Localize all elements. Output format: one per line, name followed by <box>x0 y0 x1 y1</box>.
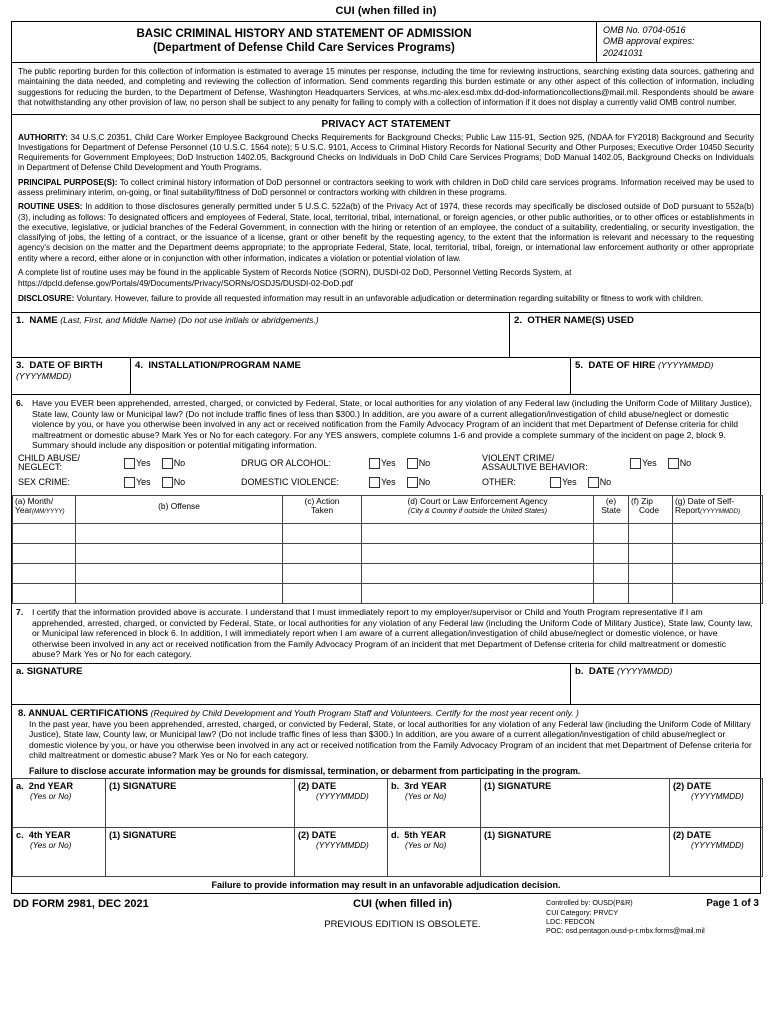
item-8-number: 8. <box>18 706 26 718</box>
item-6-question <box>12 395 760 453</box>
cui-banner-top: CUI (when filled in) <box>335 5 437 17</box>
privacy-principal-purpose <box>18 178 754 199</box>
omb-number: OMB No. 0704-0516 <box>603 25 686 35</box>
item-8-heading: ANNUAL CERTIFICATIONS <box>28 706 149 718</box>
field-3-label: DATE OF BIRTH <box>29 359 103 371</box>
privacy-principal-text: To collect criminal history information of DoD personnel or contractors seeking to work with children in DoD child care services programs. Information received may be used to assess preliminary interim, on-going, or final suitability/fitness of DoD personnel or contractors working with children in these programs. <box>18 177 754 197</box>
failure-notice-bar: Failure to provide information may result in an unfavorable adjudication decision. <box>211 880 561 891</box>
privacy-disclosure-text: Voluntary. However, failure to provide all requested information may result in an unfavorable adjudication or determination regarding suitability or fitness to work with children. <box>74 293 704 303</box>
label-violent-crime: VIOLENT CRIME/ ASSAULTIVE BEHAVIOR: <box>482 452 588 473</box>
item-7-certification <box>12 604 760 664</box>
col-header-action-taken: (c) Action Taken <box>283 495 362 523</box>
item-8-annual-certifications <box>12 705 760 779</box>
item-7-text: I certify that the information provided above is accurate. I understand that I must immediately report to my employer/supervisor or Child and Youth Program representative if I am apprehended, arrested, charged, or convicted by Federal, State, or local authorities for any violation of any Federal law (including the Uniform Code of Military Justice), State law, County law, or Municipal law referenced in block 6. In addition, I will immediately report when I am aware of a current allegation/investigation of child abuse/neglect or domestic violence, or have otherwise been involved in any act or received notification from the Family Advocacy Program of an incident that met Department of Defense criteria for child maltreatment or domestic abuse? Mark Yes or No for each category. <box>32 606 753 660</box>
paperwork-burden-statement: The public reporting burden for this collection of information is estimated to average 15 minutes per response, including the time for reviewing instructions, searching existing data sources, gathering and maintaining the data needed, and completing and reviewing the collection of information. Send comments regarding this burden estimate or any other aspect of this collection of information, including suggestions for reducing the burden, to the Department of Defense, Washington Headquarters Services, at whs.mc-alex.esd.mbx.dd-dod-informationcollections@mail.mil. Respondents should be aware that notwithstanding any other provision of law, no person shall be subject to any penalty for failing to comply with a collection of information if it does not display a currently valid OMB control number. <box>12 63 760 115</box>
page-number: Page 1 of 3 <box>706 898 759 910</box>
cell-state[interactable] <box>594 583 629 603</box>
checkbox-line-2 <box>12 473 760 492</box>
cell-offense[interactable] <box>76 543 283 563</box>
dob-installation-row <box>12 358 760 395</box>
item-6-text: Have you EVER been apprehended, arrested, charged, or convicted by Federal, State, or local authorities for any violation of any Federal law (including the Uniform Code of Military Justice), State law, County law or Municipal law? (Do not include traffic fines of less than $300.) In addition, are you aware of a current allegation/investigation of child abuse/neglect or domestic violence by you, or have you otherwise been involved in any act or received notification from the Family Advocacy Program of an incident that met Department of Defense criteria for child maltreatment or domestic abuse? Mark Yes or No for each category. For any YES answers, complete columns 1-6 and provide a complete summary of the incident on page 2, block 9. Summary should include any disposition or potential mitigating information. <box>32 397 752 451</box>
name-row <box>12 313 760 358</box>
item-8-heading-hint: (Required by Child Development and Youth Program Staff and Volunteers. Certify for the most year recent only. ) <box>150 707 579 718</box>
checkbox-drug-alcohol-yes[interactable] <box>369 458 380 469</box>
checkbox-drug-alcohol-no[interactable] <box>407 458 418 469</box>
title-row <box>12 22 760 63</box>
field-5-label: DATE OF HIRE <box>588 359 656 371</box>
item-8-warning: Failure to disclose accurate information may be grounds for dismissal, termination, or debarment from participating in the program. <box>29 765 581 776</box>
form-title <box>12 22 596 62</box>
form-identifier: DD FORM 2981, DEC 2021 <box>13 898 149 911</box>
field-2-label: OTHER NAME(S) USED <box>527 314 634 326</box>
cell-zip[interactable] <box>629 543 673 563</box>
field-date-of-hire[interactable] <box>570 358 760 394</box>
cert-row-year-2-3 <box>13 779 763 828</box>
privacy-disclosure-label: DISCLOSURE: <box>18 293 75 303</box>
checkbox-line-1 <box>12 454 760 473</box>
item-7b-label: DATE <box>588 665 615 677</box>
form-footer <box>11 894 761 935</box>
cui-banner-bottom: CUI (when filled in) <box>353 898 452 911</box>
checkbox-sex-crime-yes[interactable] <box>124 477 135 488</box>
cell-4th-year-date[interactable]: (2) DATE (YYYYMMDD) <box>295 828 388 877</box>
poc: POC: osd.pentagon.ousd-p-r.mbx.forms@mail.mil <box>546 926 705 936</box>
field-4-number: 4. <box>135 359 144 371</box>
offense-table <box>12 495 763 604</box>
privacy-authority-text: 34 U.S.C 20351, Child Care Worker Employee Background Checks Requirements for Background Checks; Public Law 115-91, Section 925, (NDAA for FY2018) Background and Security Investigations for Department of Defense Personnel (10 U.S.C. 1564 note); 5 U.S.C. 9101, Access to Criminal History Records for National Security and Other Purposes; Executive Order 10450 Security Requirements for Government Employees; DoD Instruction 1402.05, Background Checks on Individuals in DoD Child Care Services Programs; DoD Manual 1402.05, Background Checks on Individuals in Department of Defense Child Development and Youth Programs. <box>18 132 754 173</box>
table-row[interactable] <box>13 523 763 543</box>
cell-self-report-date[interactable] <box>673 563 763 583</box>
label-child-abuse-neglect: CHILD ABUSE/ NEGLECT: <box>18 452 81 473</box>
cell-4th-year[interactable]: c. 4th YEAR (Yes or No) <box>13 828 106 877</box>
col-header-date-self-report: (g) Date of Self- Report(YYYYMMDD) <box>673 495 763 523</box>
field-1-hint: (Last, First, and Middle Name) (Do not use initials or abridgements.) <box>60 314 319 325</box>
cell-5th-year-date[interactable]: (2) DATE (YYYYMMDD) <box>670 828 763 877</box>
cell-3rd-year[interactable]: b. 3rd YEAR (Yes or No) <box>388 779 481 828</box>
checkbox-child-abuse-yes[interactable] <box>124 458 135 469</box>
controlled-by: Controlled by: OUSD(P&R) <box>546 898 633 908</box>
field-1-label: NAME <box>29 314 58 326</box>
privacy-authority <box>18 133 754 174</box>
label-sex-crime: SEX CRIME: <box>18 477 71 488</box>
label-other: OTHER: <box>482 477 517 488</box>
cell-month-year[interactable] <box>13 543 76 563</box>
field-3-number: 3. <box>16 359 25 371</box>
checkbox-domestic-violence-no[interactable] <box>407 477 418 488</box>
cell-month-year[interactable] <box>13 583 76 603</box>
cert-row-year-4-5 <box>13 828 763 877</box>
checkbox-violent-crime-no[interactable] <box>668 458 679 469</box>
privacy-routine-uses <box>18 202 754 264</box>
cell-month-year[interactable] <box>13 563 76 583</box>
field-date-of-birth[interactable] <box>12 358 130 394</box>
field-4-label: INSTALLATION/PROGRAM NAME <box>148 359 301 371</box>
cell-month-year[interactable] <box>13 523 76 543</box>
cell-4th-year-signature[interactable]: (1) SIGNATURE <box>106 828 295 877</box>
privacy-sorn-text: A complete list of routine uses may be found in the applicable System of Records Notice (SORN), DUSDI-02 DoD, Personnel Vetting Records System, at <box>18 268 572 278</box>
field-installation-program-name[interactable] <box>130 358 570 394</box>
col-header-court-agency: (d) Court or Law Enforcement Agency (City & Country if outside the United States) <box>362 495 594 523</box>
item-6-number: 6. <box>16 397 24 408</box>
offense-table-header-row <box>13 495 763 523</box>
item-7a-letter: a. <box>16 665 25 677</box>
checkbox-other-yes[interactable] <box>550 477 561 488</box>
cell-zip[interactable] <box>629 523 673 543</box>
cell-action-taken[interactable] <box>283 523 362 543</box>
privacy-routine-label: ROUTINE USES: <box>18 202 83 212</box>
checkbox-group-other: Yes No <box>550 477 622 488</box>
annual-certification-table <box>12 778 763 877</box>
field-other-names[interactable] <box>509 313 760 357</box>
field-1-number: 1. <box>16 314 25 326</box>
privacy-act-heading: PRIVACY ACT STATEMENT <box>321 118 451 130</box>
cell-state[interactable] <box>594 563 629 583</box>
cell-self-report-date[interactable] <box>673 583 763 603</box>
field-signature-date[interactable] <box>570 664 760 704</box>
cell-3rd-year-date[interactable]: (2) DATE (YYYYMMDD) <box>670 779 763 828</box>
omb-expires-date: 20241031 <box>603 47 644 58</box>
checkbox-group-sex-crime: Yes No <box>124 477 241 488</box>
cell-offense[interactable] <box>76 583 283 603</box>
item-7-number: 7. <box>16 606 24 617</box>
cell-offense[interactable] <box>76 563 283 583</box>
privacy-authority-label: AUTHORITY: <box>18 132 68 142</box>
privacy-disclosure <box>18 294 754 304</box>
cell-2nd-year-date[interactable]: (2) DATE (YYYYMMDD) <box>295 779 388 828</box>
privacy-principal-label: PRINCIPAL PURPOSE(S): <box>18 177 118 187</box>
cell-action-taken[interactable] <box>283 543 362 563</box>
cell-zip[interactable] <box>629 583 673 603</box>
checkbox-group-domestic-violence: Yes No <box>369 477 482 488</box>
checkbox-sex-crime-no[interactable] <box>162 477 173 488</box>
cell-state[interactable] <box>594 523 629 543</box>
form-body <box>11 21 761 894</box>
item-7-signature-row <box>12 664 760 705</box>
cell-state[interactable] <box>594 543 629 563</box>
table-row[interactable] <box>13 563 763 583</box>
cell-court-agency[interactable] <box>362 523 594 543</box>
footer-center <box>263 898 542 935</box>
privacy-sorn-url: https://dpcld.defense.gov/Portals/49/Documents/Privacy/SORNs/OSDJS/DUSDI-02-DoD.pdf <box>18 279 353 289</box>
cell-5th-year-signature[interactable]: (1) SIGNATURE <box>481 828 670 877</box>
previous-edition-notice: PREVIOUS EDITION IS OBSOLETE. <box>324 918 481 930</box>
col-header-offense: (b) Offense <box>76 495 283 523</box>
item-7a-label: SIGNATURE <box>26 665 83 677</box>
field-signature[interactable] <box>12 664 570 704</box>
cell-court-agency[interactable] <box>362 543 594 563</box>
checkbox-group-drug-alcohol: Yes No <box>369 458 482 469</box>
cell-zip[interactable] <box>629 563 673 583</box>
checkbox-group-child-abuse: Yes No <box>124 458 241 469</box>
label-drug-or-alcohol: DRUG OR ALCOHOL: <box>241 458 332 469</box>
checkbox-domestic-violence-yes[interactable] <box>369 477 380 488</box>
col-header-month-year: (a) Month/ Year(MM/YYYY) <box>13 495 76 523</box>
field-2-number: 2. <box>514 314 523 326</box>
checkbox-group-violent-crime: Yes No <box>630 458 702 469</box>
privacy-act-statement <box>12 115 760 313</box>
item-8-heading-line <box>18 708 754 719</box>
field-5-number: 5. <box>575 359 584 371</box>
cell-action-taken[interactable] <box>283 563 362 583</box>
checkbox-violent-crime-yes[interactable] <box>630 458 641 469</box>
col-header-state: (e) State <box>594 495 629 523</box>
cell-2nd-year-signature[interactable]: (1) SIGNATURE <box>106 779 295 828</box>
checkbox-other-no[interactable] <box>588 477 599 488</box>
cui-category: CUI Category: PRVCY <box>546 907 619 917</box>
form-title-line1: BASIC CRIMINAL HISTORY AND STATEMENT OF ADMISSION <box>136 28 472 40</box>
item-7b-hint: (YYYYMMDD) <box>616 665 673 676</box>
omb-expires-label: OMB approval expires: <box>603 36 695 47</box>
cell-action-taken[interactable] <box>283 583 362 603</box>
cell-court-agency[interactable] <box>362 563 594 583</box>
col-header-zip-code: (f) Zip Code <box>629 495 673 523</box>
privacy-routine-text: In addition to those disclosures generally permitted under 5 U.S.C. 522a(b) of the Privacy Act of 1974, these records may specifically be disclosed outside of DoD pursuant to 552a(b)(3), including as follows: To designated officers and employees of Federal, State, local, territorial, tribal, international, or foreign agencies, or other public authorities, or to other offices or establishments in the executive, legislative, or judicial branches of the Federal Government, in connection with the hiring or retention of an employee, the conduct of a suitability, credentialing, or security investigation, the classifying of jobs, the letting of a contract, or the issuance of a license, grant or other benefit by the requesting agency, to the extent that the information is relevant and necessary to the requesting agency's decision on the matter and the Department deems appropriate; to the appropriate Federal, State, local, territorial, tribal, foreign, or international law enforcement authority or other appropriate entity where a record, either alone or in conjunction with other information, indicates a violation or potential violation of law. <box>18 202 754 263</box>
cell-3rd-year-signature[interactable]: (1) SIGNATURE <box>481 779 670 828</box>
ldc: LDC: FEDCON <box>546 916 595 926</box>
cell-5th-year[interactable]: d. 5th YEAR (Yes or No) <box>388 828 481 877</box>
checkbox-child-abuse-no[interactable] <box>162 458 173 469</box>
cell-offense[interactable] <box>76 523 283 543</box>
cell-2nd-year[interactable]: a. 2nd YEAR (Yes or No) <box>13 779 106 828</box>
field-name[interactable] <box>12 313 509 357</box>
label-domestic-violence: DOMESTIC VIOLENCE: <box>241 477 340 488</box>
item-6-checkbox-grid <box>12 453 760 495</box>
form-title-line2: (Department of Defense Child Care Services Programs) <box>153 42 455 54</box>
omb-box <box>596 22 760 62</box>
table-row[interactable] <box>13 543 763 563</box>
table-row[interactable] <box>13 583 763 603</box>
field-5-hint: (YYYYMMDD) <box>658 359 714 370</box>
cell-self-report-date[interactable] <box>673 523 763 543</box>
cell-self-report-date[interactable] <box>673 543 763 563</box>
field-3-hint: (YYYYMMDD) <box>16 370 72 381</box>
cell-court-agency[interactable] <box>362 583 594 603</box>
item-8-text: In the past year, have you been apprehended, arrested, charged, or convicted by Federal, State, or local authorities for any violation of any Federal law (including the Uniform Code of Military Justice), State law, County law, or Municipal law? (Do not include traffic fines of less than $300.) In addition, are you aware of a current allegation/investigation of child abuse/neglect or domestic violence by you, or have you otherwise been involved in any act or received notification from the Family Advocacy Program of an incident that met Department of Defense criteria for child maltreatment or domestic abuse? Mark Yes or No for each category. <box>29 718 752 761</box>
item-7b-letter: b. <box>575 665 584 677</box>
